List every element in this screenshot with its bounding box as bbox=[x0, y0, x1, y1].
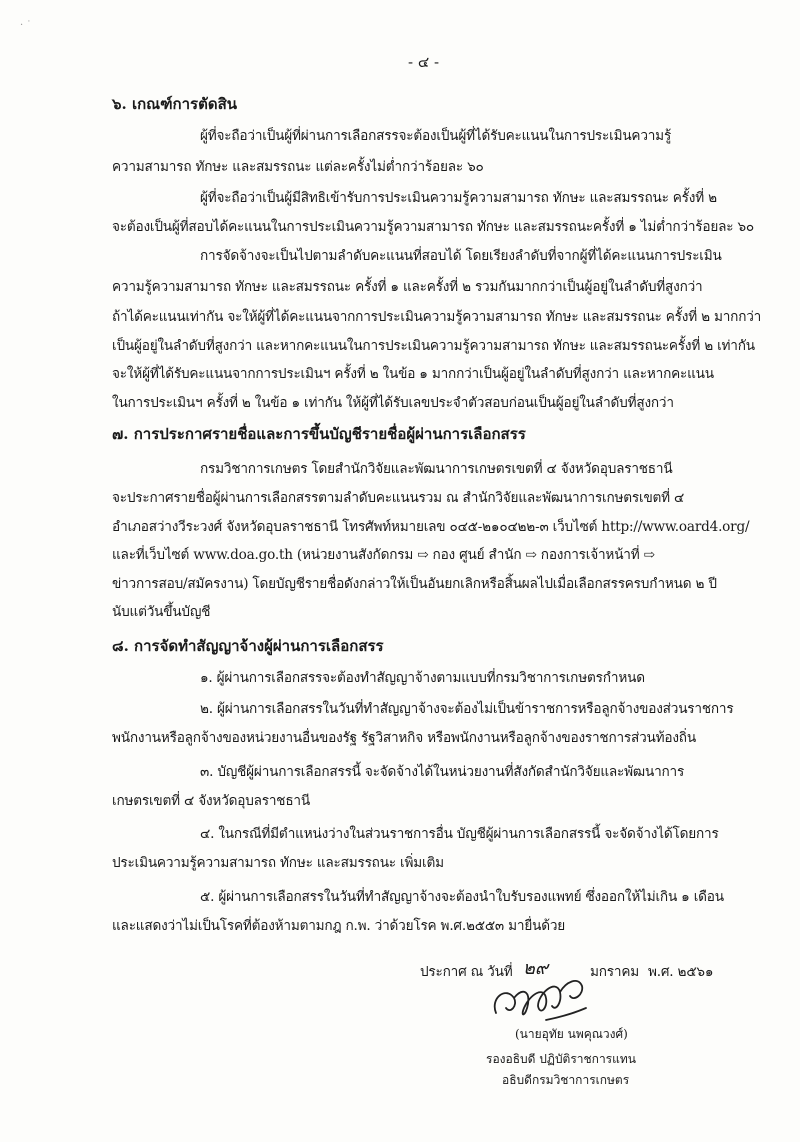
section-8-item: ประเมินความรู้ความสามารถ ทักษะ และสมรรถนะ เพิ่มเติม bbox=[112, 855, 444, 871]
section-8-item: ๕. ผู้ผ่านการเลือกสรรในวันที่ทำสัญญาจ้างจะต้องนำใบรับรองแพทย์ ซึ่งออกให้ไม่เกิน ๑ เดือน bbox=[200, 889, 724, 905]
scan-speck: · ˙ bbox=[20, 20, 32, 31]
section-8-item: ๔. ในกรณีที่มีตำแหน่งว่างในส่วนราชการอื่น บัญชีผู้ผ่านการเลือกสรรนี้ จะจัดจ้างได้โดยการ bbox=[200, 826, 719, 842]
announce-month: มกราคม bbox=[590, 964, 639, 980]
section-6-line: เป็นผู้อยู่ในลำดับที่สูงกว่า และหากคะแนนในการประเมินความรู้ความสามารถ ทักษะ และสมรรถนะครั้งที่ ๒ เท่ากัน bbox=[112, 338, 755, 354]
section-8-item: ๒. ผู้ผ่านการเลือกสรรในวันที่ทำสัญญาจ้างจะต้องไม่เป็นข้าราชการหรือลูกจ้างของส่วนราชการ bbox=[200, 701, 734, 717]
section-8-item: ๓. บัญชีผู้ผ่านการเลือกสรรนี้ จะจัดจ้างได้ในหน่วยงานที่สังกัดสำนักวิจัยและพัฒนาการ bbox=[200, 764, 685, 780]
section-6-line: ผู้ที่จะถือว่าเป็นผู้มีสิทธิเข้ารับการประเมินความรู้ความสามารถ ทักษะ และสมรรถนะ ครั้งที่ ๒ bbox=[200, 190, 717, 206]
signer-title: รองอธิบดี ปฏิบัติราชการแทน bbox=[486, 1052, 636, 1066]
section-8-item: พนักงานหรือลูกจ้างของหน่วยงานอื่นของรัฐ รัฐวิสาหกิจ หรือพนักงานหรือลูกจ้างของราชการส่วนท้องถิ่น bbox=[112, 730, 696, 746]
section-7-line: ข่าวการสอบ/สมัครงาน) โดยบัญชีรายชื่อดังกล่าวให้เป็นอันยกเลิกหรือสิ้นผลไปเมื่อเลือกสรรครบกำหนด ๒ ปี bbox=[112, 576, 717, 592]
section-7-line: กรมวิชาการเกษตร โดยสำนักวิจัยและพัฒนาการเกษตรเขตที่ ๔ จังหวัดอุบลราชธานี bbox=[200, 461, 673, 477]
signer-title: อธิบดีกรมวิชาการเกษตร bbox=[502, 1073, 630, 1087]
announce-prefix: ประกาศ ณ วันที่ bbox=[420, 964, 513, 980]
section-7-heading: ๗. การประกาศรายชื่อและการขึ้นบัญชีรายชื่อผู้ผ่านการเลือกสรร bbox=[112, 425, 526, 443]
section-6-line: ถ้าได้คะแนนเท่ากัน จะให้ผู้ที่ได้คะแนนจากการประเมินความรู้ความสามารถ ทักษะ และสมรรถนะ ครั้งที่ ๒ มากกว่า bbox=[112, 309, 762, 325]
signer-name: (นายอุทัย นพคุณวงศ์) bbox=[515, 1027, 628, 1041]
section-6-heading: ๖. เกณฑ์การตัดสิน bbox=[112, 95, 237, 113]
section-6-line: ผู้ที่จะถือว่าเป็นผู้ที่ผ่านการเลือกสรรจะต้องเป็นผู้ที่ได้รับคะแนนในการประเมินความรู้ bbox=[200, 128, 672, 144]
announce-year: พ.ศ. ๒๕๖๑ bbox=[648, 964, 714, 980]
page-number: - ๔ - bbox=[408, 53, 440, 71]
section-6-line: จะต้องเป็นผู้ที่สอบได้คะแนนในการประเมินความรู้ความสามารถ ทักษะ และสมรรถนะครั้งที่ ๑ ไม่ต่ำกว่าร้อยละ ๖๐ bbox=[112, 219, 755, 235]
section-6-line: การจัดจ้างจะเป็นไปตามลำดับคะแนนที่สอบได้ โดยเรียงลำดับที่จากผู้ที่ได้คะแนนการประเมิน bbox=[200, 248, 722, 264]
handwritten-signature bbox=[486, 968, 606, 1028]
section-6-line: จะให้ผู้ที่ได้รับคะแนนจากการประเมินฯ ครั้งที่ ๒ ในข้อ ๑ มากกว่าเป็นผู้อยู่ในลำดับที่สูงกว่า และหากคะแนน bbox=[112, 366, 714, 382]
section-6-line: ความสามารถ ทักษะ และสมรรถนะ แต่ละครั้งไม่ต่ำกว่าร้อยละ ๖๐ bbox=[112, 159, 484, 175]
section-7-line: อำเภอสว่างวีระวงศ์ จังหวัดอุบลราชธานี โทรศัพท์หมายเลข ๐๔๕-๒๑๐๔๒๒-๓ เว็บไซต์ http://www.oard4.org/ bbox=[112, 519, 750, 535]
announce-day: ๒๙ bbox=[523, 958, 549, 979]
section-8-heading: ๘. การจัดทำสัญญาจ้างผู้ผ่านการเลือกสรร bbox=[112, 637, 384, 655]
section-6-line: ความรู้ความสามารถ ทักษะ และสมรรถนะ ครั้งที่ ๑ และครั้งที่ ๒ รวมกันมากกว่าเป็นผู้อยู่ในลำดับที่สูงกว่า bbox=[112, 279, 703, 295]
section-8-item: และแสดงว่าไม่เป็นโรคที่ต้องห้ามตามกฎ ก.พ. ว่าด้วยโรค พ.ศ.๒๕๕๓ มายื่นด้วย bbox=[112, 918, 566, 934]
section-7-line: และที่เว็บไซต์ www.doa.go.th (หน่วยงานสังกัดกรม ⇨ กอง ศูนย์ สำนัก ⇨ กองการเจ้าหน้าที่ ⇨ bbox=[112, 547, 655, 563]
section-8-item: ๑. ผู้ผ่านการเลือกสรรจะต้องทำสัญญาจ้างตามแบบที่กรมวิชาการเกษตรกำหนด bbox=[200, 670, 645, 686]
section-7-line: นับแต่วันขึ้นบัญชี bbox=[112, 604, 211, 620]
section-6-line: ในการประเมินฯ ครั้งที่ ๒ ในข้อ ๑ เท่ากัน ให้ผู้ที่ได้รับเลขประจำตัวสอบก่อนเป็นผู้อยู่ในลำดับที่สูงกว่า bbox=[112, 395, 674, 411]
section-8-item: เกษตรเขตที่ ๔ จังหวัดอุบลราชธานี bbox=[112, 793, 310, 809]
section-7-line: จะประกาศรายชื่อผู้ผ่านการเลือกสรรตามลำดับคะแนนรวม ณ สำนักวิจัยและพัฒนาการเกษตรเขตที่ ๔ bbox=[112, 490, 685, 506]
